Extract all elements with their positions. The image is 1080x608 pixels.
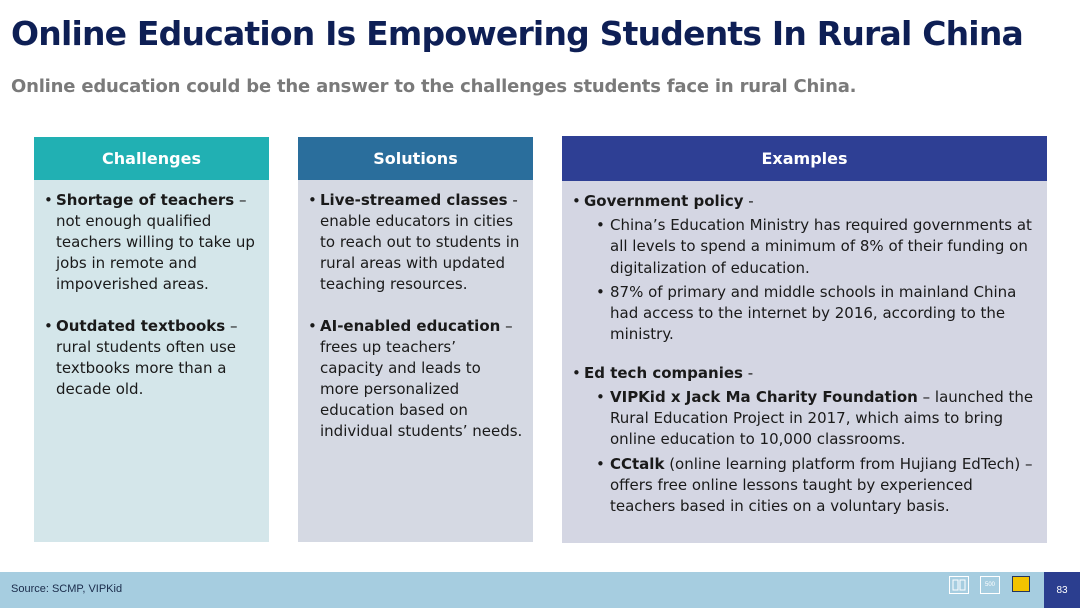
list-item	[308, 316, 523, 442]
item-bold-label: Live-streamed classes	[320, 191, 508, 209]
sub-item-text: – launched the Rural Education Project in 2017, which aims to bring online education to 10,000 classrooms.	[610, 387, 1034, 449]
item-text: - enable educators in cities to reach out to students in rural areas with updated teaching resources.	[320, 191, 520, 293]
examples-heading: Examples	[562, 136, 1047, 181]
item-bold-label: Outdated textbooks	[56, 317, 226, 335]
examples-body	[562, 181, 1047, 543]
item-bold-label: Government policy	[584, 192, 744, 210]
list-item	[572, 191, 1037, 346]
item-bold-label: Ed tech companies	[584, 363, 743, 382]
sub-list-item	[596, 215, 1037, 279]
page-title: Online Education Is Empowering Students In Rural China	[11, 14, 1023, 53]
challenges-heading: Challenges	[34, 137, 269, 180]
book-logo-icon	[949, 576, 969, 594]
page-subtitle: Online education could be the answer to the challenges students face in rural China.	[11, 76, 857, 97]
sub-list-item	[596, 282, 1037, 346]
sub-item-text: 87% of primary and middle schools in mainland China had access to the internet by 2016, according to the ministry.	[610, 282, 1017, 344]
challenges-column	[34, 137, 269, 542]
source-note: Source: SCMP, VIPKid	[11, 583, 123, 595]
sub-item-bold-label: CCtalk	[610, 454, 665, 473]
sub-item-text: (online learning platform from Hujiang EdTech) – offers free online lessons taught by experienced teachers based in cities on a voluntary basis.	[610, 454, 1033, 516]
solutions-column	[298, 137, 533, 542]
item-bold-label: Shortage of teachers	[56, 191, 235, 209]
list-item	[44, 316, 259, 400]
solutions-body	[298, 180, 533, 542]
sub-list-item	[596, 387, 1037, 451]
solutions-heading: Solutions	[298, 137, 533, 180]
item-text: -	[742, 363, 754, 382]
item-text: – rural students often use textbooks more than a decade old.	[56, 317, 238, 398]
item-text: -	[743, 192, 754, 210]
list-item	[572, 363, 1037, 518]
logo-500-icon: 500	[980, 576, 1000, 594]
list-item	[44, 190, 259, 295]
list-item	[308, 190, 523, 295]
brand-logo-icon	[1012, 576, 1030, 592]
page-number: 83	[1044, 572, 1080, 608]
sub-list-item	[596, 454, 1037, 518]
sub-item-bold-label: VIPKid x Jack Ma Charity Foundation	[610, 387, 918, 406]
footer-bar	[0, 572, 1080, 608]
item-text: – not enough qualified teachers willing to take up jobs in remote and impoverished areas.	[56, 191, 255, 293]
sub-item-text: China’s Education Ministry has required governments at all levels to spend a minimum of 8% of their funding on digitalization of education.	[610, 216, 1032, 277]
item-bold-label: AI-enabled education	[320, 317, 501, 335]
examples-column	[562, 136, 1047, 543]
item-text: – frees up teachers’ capacity and leads to more personalized education based on individual students’ needs.	[320, 317, 523, 440]
challenges-body	[34, 180, 269, 542]
